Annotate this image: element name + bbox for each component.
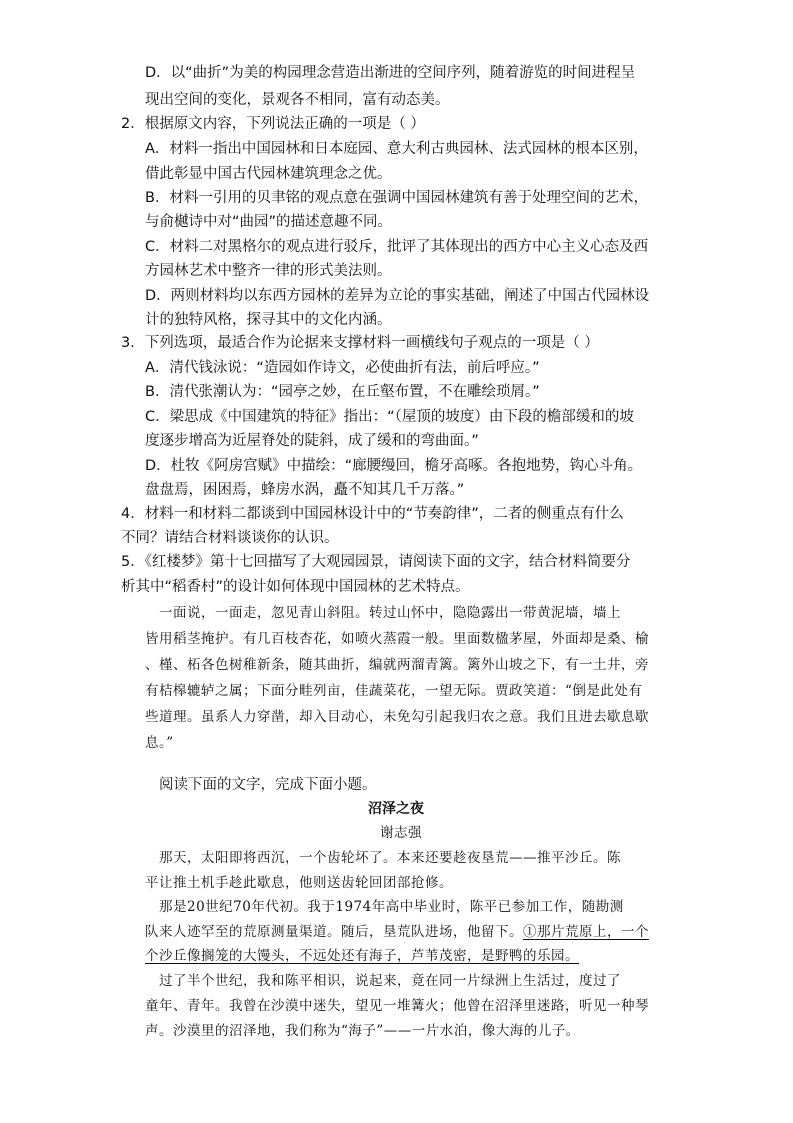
reading-p1-line2: 平让推土机手趁此歇息，他则送齿轮回团部抢修。 — [145, 875, 453, 891]
q1-option-d-line2: 现出空间的变化，景观各不相同，富有动态美。 — [145, 92, 450, 108]
q2-option-a-line2: 借此彰显中国古代园林建筑理念之优。 — [145, 166, 392, 182]
q2-option-b-line1: B．材料一引用的贝聿铭的观点意在强调中国园林建筑有善于处理空间的艺术， — [145, 190, 648, 206]
reading-p2-underlined-sentence-end: 个沙丘像搁笼的大馒头，不远处还有海子，芦苇茂密，是野鸭的乐园。 — [145, 948, 579, 964]
q1-option-d-line1: D．以“曲折”为美的构园理念营造出渐进的空间序列，随着游览的时间进程呈 — [145, 65, 636, 81]
q5-line2: 析其中“稻香村”的设计如何体现中国园林的艺术特点。 — [121, 579, 470, 595]
q2-option-a-line1: A．材料一指出中国园林和日本庭园、意大利古典园林、法式园林的根本区别， — [145, 141, 648, 157]
reading-p3-line2: 童年、青年。我曾在沙漠中迷失，望见一堆篝火；他曾在沼泽里迷路，听见一种琴 — [145, 998, 649, 1014]
reading-p3-line3: 声。沙漠里的沼泽地，我们称为“海子”——一片水泊，像大海的儿子。 — [145, 1023, 580, 1039]
q3-option-d-line2: 盘盘焉，困困焉，蜂房水涡，矗不知其几千万落。” — [145, 482, 465, 498]
reading-p2-underlined-sentence-start: ①那片荒原上，一个 — [523, 924, 649, 940]
excerpt-line1: 一面说，一面走，忽见青山斜阻。转过山怀中，隐隐露出一带黄泥墙，墙上 — [159, 605, 621, 621]
excerpt-line5: 些道理。虽系人力穿凿，却入目动心，未免勾引起我归农之意。我们且进去歇息歇 — [145, 709, 649, 725]
q5-line1: 5．《红楼梦》第十七回描写了大观园园景，请阅读下面的文字，结合材料简要分 — [121, 554, 631, 570]
reading-author: 谢志强 — [380, 825, 422, 841]
excerpt-line2: 皆用稻茎掩护。有几百枝杏花，如喷火蒸霞一般。里面数楹茅屋，外面却是桑、榆 — [145, 631, 649, 647]
q2-stem: 2．根据原文内容，下列说法正确的一项是（ ） — [121, 116, 425, 132]
reading-p2-line2-plain: 队来人迹罕至的荒原测量渠道。随后，垦荒队进场，他留下。 — [145, 924, 523, 940]
q3-stem: 3．下列选项，最适合作为论据来支撑材料一画横线句子观点的一项是（ ） — [121, 335, 599, 351]
excerpt-line4: 有桔槔辘轳之属；下面分畦列亩，佳蔬菜花，一望无际。贾政笑道：“倒是此处有 — [145, 683, 643, 699]
excerpt-line6: 息。” — [145, 735, 174, 751]
q4-line1: 4．材料一和材料二都谈到中国园林设计中的“节奏韵律”，二者的侧重点有什么 — [121, 506, 624, 522]
q2-option-d-line2: 计的独特风格，探寻其中的文化内涵。 — [145, 312, 392, 328]
reading-p2-line2 — [145, 922, 649, 942]
q2-option-c-line2: 方园林艺术中整齐一律的形式美法则。 — [145, 263, 392, 279]
reading-title: 沼泽之夜 — [368, 801, 424, 817]
q3-option-b: B．清代张潮认为：“园亭之妙，在丘壑布置，不在雕绘琐屑。” — [145, 384, 540, 400]
q3-option-d-line1: D．杜牧《阿房宫赋》中描绘：“廊腰缦回，檐牙高啄。各抱地势，钩心斗角。 — [145, 458, 643, 474]
q2-option-b-line2: 与俞樾诗中对“曲园”的描述意趣不同。 — [145, 214, 393, 230]
reading-p2-line1: 那是20世纪70年代初。我于1974年高中毕业时，陈平已参加工作，随勘测 — [159, 899, 624, 915]
reading-p1-line1: 那天，太阳即将西沉，一个齿轮坏了。本来还要趁夜垦荒——推平沙丘。陈 — [159, 850, 621, 866]
q3-option-a: A．清代钱泳说：“造园如作诗文，必使曲折有法，前后呼应。” — [145, 360, 540, 376]
q3-option-c-line1: C．梁思成《中国建筑的特征》指出：“（屋顶的坡度）由下段的檐部缓和的坡 — [145, 409, 634, 425]
excerpt-line3: 、槿、柘各色树稚新条，随其曲折，编就两溜青篱。篱外山坡之下，有一土井，旁 — [145, 657, 649, 673]
q2-option-d-line1: D．两则材料均以东西方园林的差异为立论的事实基础，阐述了中国古代园林设 — [145, 288, 650, 304]
reading-p3-line1: 过了半个世纪，我和陈平相识，说起来，竟在同一片绿洲上生活过，度过了 — [159, 973, 621, 989]
q4-line2: 不同？请结合材料谈谈你的认识。 — [121, 530, 339, 546]
q3-option-c-line2: 度逐步增高为近屋脊处的陡斜，成了缓和的弯曲面。” — [145, 433, 479, 449]
q2-option-c-line1: C．材料二对黑格尔的观点进行驳斥，批评了其体现出的西方中心主义心态及西 — [145, 239, 649, 255]
reading-instruction: 阅读下面的文字，完成下面小题。 — [159, 777, 377, 793]
